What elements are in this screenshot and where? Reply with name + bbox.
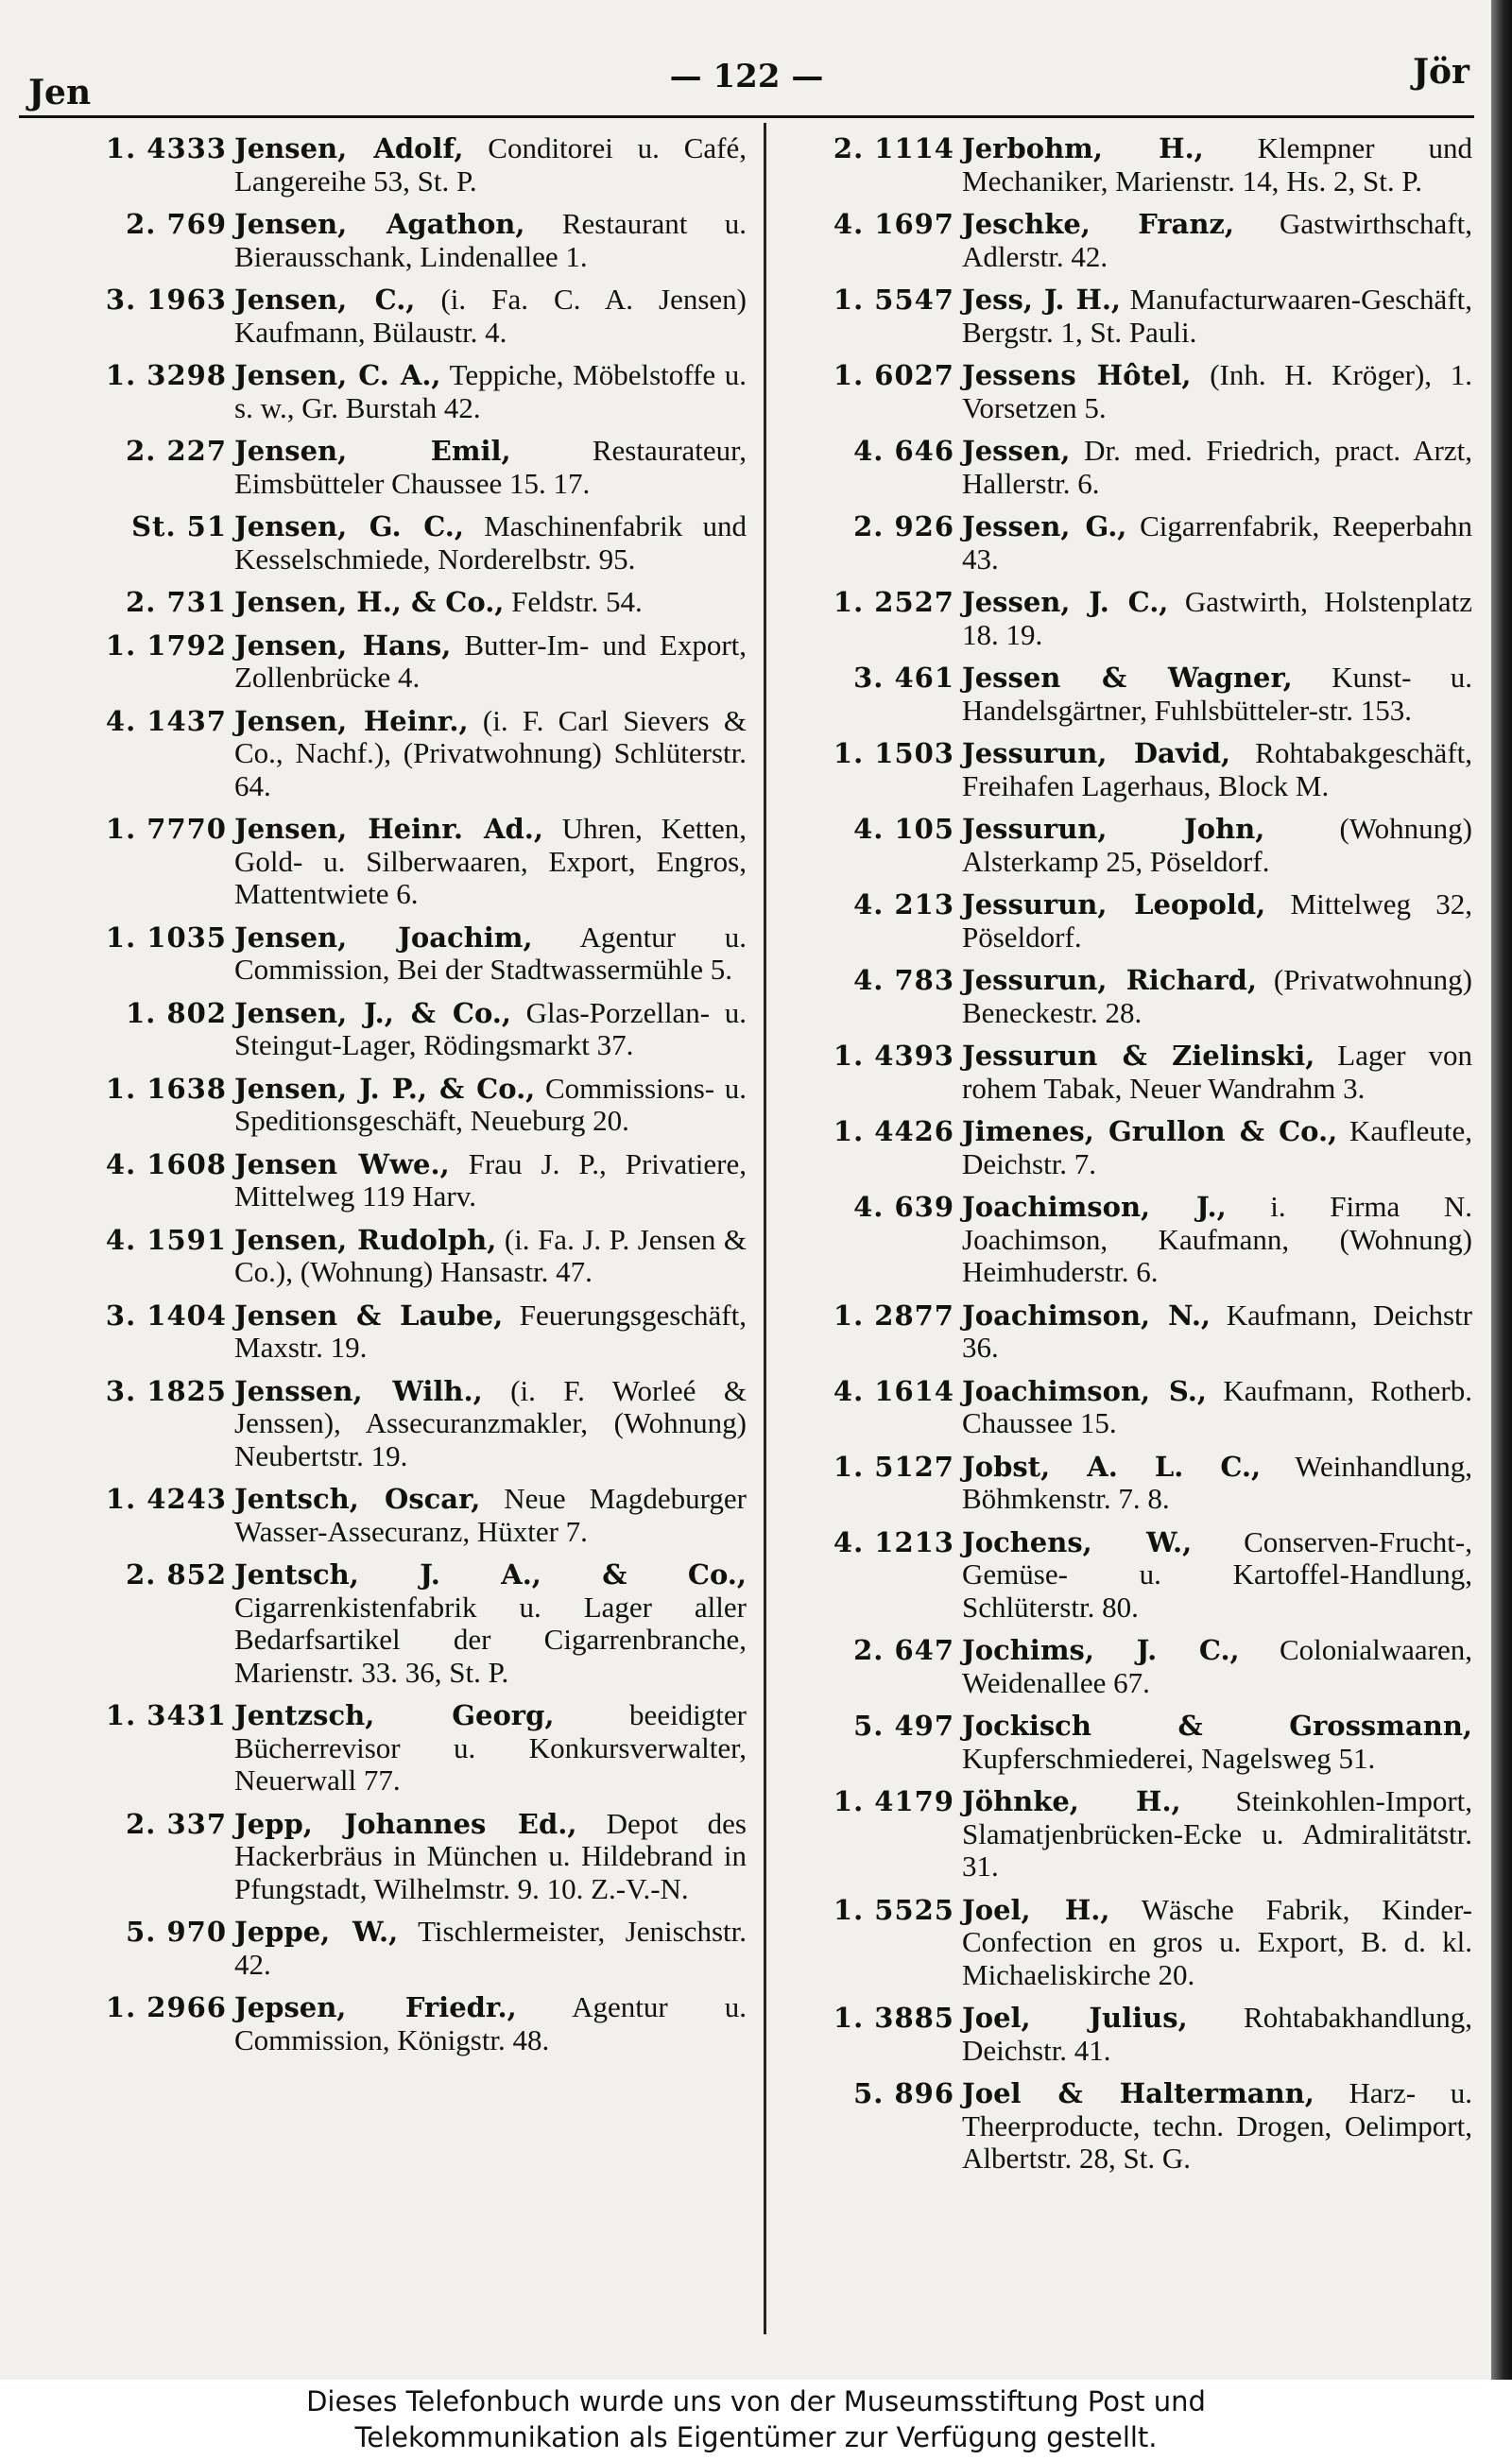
directory-entry — [28, 813, 747, 911]
entry-name: Jobst, A. L. C., — [962, 1450, 1262, 1483]
directory-entry — [773, 1785, 1472, 1884]
entry-name: Jessen & Wagner, — [962, 662, 1293, 694]
phone-number: 1. 802 — [126, 996, 227, 1029]
entry-details: Butter-Im- und Export, Zollenbrücke 4. — [234, 628, 747, 694]
directory-entry — [28, 435, 747, 500]
entry-name: Jessen, G., — [962, 510, 1127, 542]
entry-name: Joachimson, N., — [962, 1299, 1211, 1332]
directory-entry — [773, 359, 1472, 424]
right-column — [773, 132, 1472, 2186]
entry-details: Agentur u. Commission, Bei der Stadtwassermühle 5. — [234, 920, 747, 986]
directory-entry — [773, 888, 1472, 954]
entry-details: Weinhandlung, Böhmkenstr. 7. 8. — [962, 1449, 1473, 1515]
directory-entry — [28, 1699, 747, 1798]
entry-name: Jeschke, Franz, — [962, 208, 1234, 240]
entry-details: (Inh. H. Kröger), 1. Vorsetzen 5. — [962, 358, 1472, 424]
directory-entry — [773, 1451, 1472, 1516]
caption-line-2: Telekommunikation als Eigentümer zur Verfügung gestellt. — [354, 2421, 1158, 2453]
directory-entry — [28, 1299, 747, 1365]
page-edge — [1491, 0, 1512, 2380]
entry-details: (i. F. Carl Sievers & Co., Nachf.), (Privatwohnung) Schlüterstr. 64. — [234, 703, 747, 802]
entry-name: Jensen, C. A., — [234, 359, 441, 391]
entry-details: (Wohnung) Alsterkamp 25, Pöseldorf. — [962, 812, 1472, 878]
entry-details: i. Firma N. Joachimson, Kaufmann, (Wohnung) Heimhuderstr. 6. — [962, 1190, 1472, 1288]
entry-details: Feldstr. 54. — [504, 585, 643, 618]
entry-details: Maschinenfabrik und Kesselschmiede, Norderelbstr. 95. — [234, 509, 747, 576]
entry-details: Rohtabakhandlung, Deichstr. 41. — [962, 2001, 1472, 2067]
phone-number: 1. 1503 — [833, 737, 954, 769]
entry-details: Kaufmann, Deichstr 36. — [962, 1298, 1472, 1364]
entry-details: Colonialwaaren, Weidenallee 67. — [962, 1633, 1472, 1699]
entry-details: Manufacturwaaren-Geschäft, Bergstr. 1, St. Pauli. — [962, 283, 1473, 349]
directory-entry — [28, 132, 747, 198]
entry-name: Jensen, Heinr., — [234, 704, 469, 737]
entry-details: (i. F. Worleé & Jenssen), Assecuranzmakler, (Wohnung) Neubertstr. 19. — [234, 1373, 747, 1472]
directory-entry — [773, 737, 1472, 802]
directory-entry — [28, 1483, 747, 1548]
directory-entry — [773, 586, 1472, 651]
entry-name: Jentsch, J. A., & Co., — [234, 1558, 747, 1591]
directory-entry — [773, 510, 1472, 576]
phone-number: 1. 2966 — [105, 1991, 227, 2023]
entry-name: Jensen, Heinr. Ad., — [234, 813, 543, 845]
entry-name: Jeppe, W., — [234, 1916, 399, 1948]
directory-entry — [773, 435, 1472, 500]
phone-number: 1. 5127 — [833, 1450, 954, 1483]
phone-number: 3. 1404 — [105, 1299, 227, 1332]
directory-entry — [773, 1115, 1472, 1180]
phone-number: 2. 227 — [126, 435, 227, 467]
entry-details: Neue Magdeburger Wasser-Assecuranz, Hüxter 7. — [234, 1482, 747, 1548]
directory-entry — [773, 1526, 1472, 1625]
directory-entry — [773, 813, 1472, 878]
phone-number: 4. 1697 — [833, 208, 954, 240]
entry-details: beeidigter Bücherrevisor u. Konkursverwalter, Neuerwall 77. — [234, 1698, 747, 1797]
entry-details: Gastwirth, Holstenplatz 18. 19. — [962, 585, 1472, 651]
phone-number: 1. 4179 — [833, 1785, 954, 1817]
entry-details: Mittelweg 32, Pöseldorf. — [962, 887, 1473, 954]
phone-number: St. 51 — [131, 510, 227, 542]
phone-number: 4. 1608 — [105, 1147, 227, 1180]
entry-details: (i. Fa. J. P. Jensen & Co.), (Wohnung) Hansastr. 47. — [234, 1222, 747, 1288]
entry-details: (Privatwohnung) Beneckestr. 28. — [962, 963, 1472, 1029]
directory-entry — [28, 629, 747, 695]
phone-number: 1. 1792 — [105, 628, 227, 662]
phone-number: 2. 852 — [126, 1558, 227, 1591]
directory-entry — [773, 284, 1472, 349]
phone-number: 1. 2527 — [833, 586, 954, 618]
entry-details: Agentur u. Commission, Königstr. 48. — [234, 1990, 747, 2056]
phone-number: 2. 769 — [126, 208, 227, 240]
entry-name: Jensen, J., & Co., — [234, 996, 511, 1029]
phone-number: 4. 1591 — [105, 1223, 227, 1256]
entry-details: Gastwirthschaft, Adlerstr. 42. — [962, 207, 1472, 273]
entry-name: Jessen, J. C., — [962, 586, 1169, 618]
entry-name: Jochims, J. C., — [962, 1634, 1240, 1666]
phone-number: 4. 1437 — [105, 704, 227, 737]
phone-number: 1. 2877 — [833, 1299, 954, 1332]
entry-details: Restaurant u. Bierausschank, Lindenallee 1. — [234, 207, 747, 273]
entry-details: Uhren, Ketten, Gold- u. Silberwaaren, Export, Engros, Mattentwiete 6. — [234, 812, 747, 910]
directory-entry — [773, 2077, 1472, 2176]
entry-name: Jensen & Laube, — [234, 1299, 504, 1332]
directory-entry — [773, 1375, 1472, 1440]
entry-name: Jessurun, Richard, — [962, 964, 1258, 996]
entry-details: Wäsche Fabrik, Kinder-Confection en gros u. Export, B. d. kl. Michaeliskirche 20. — [962, 1892, 1472, 1991]
entry-name: Jenssen, Wilh., — [234, 1374, 483, 1407]
phone-number: 1. 3885 — [833, 2002, 954, 2034]
entry-details: Lager von rohem Tabak, Neuer Wandrahm 3. — [962, 1039, 1472, 1105]
directory-entry — [28, 359, 747, 424]
entry-name: Jensen, Joachim, — [234, 920, 533, 954]
entry-name: Jockisch & Grossmann, — [962, 1710, 1472, 1742]
entry-name: Jensen, Adolf, — [234, 132, 464, 164]
entry-details: Cigarrenfabrik, Reeperbahn 43. — [962, 509, 1472, 576]
directory-entry — [773, 208, 1472, 273]
directory-entry — [773, 964, 1472, 1029]
directory-entry — [28, 208, 747, 273]
directory-entry — [28, 1991, 747, 2056]
entry-details: Restaurateur, Eimsbütteler Chaussee 15. 17. — [234, 434, 747, 500]
entry-details: Depot des Hackerbräus in München u. Hildebrand in Pfungstadt, Wilhelmstr. 9. 10. Z.-V.-N. — [234, 1806, 747, 1905]
entry-details: Cigarrenkistenfabrik u. Lager aller Bedarfsartikel der Cigarrenbranche, Marienstr. 33. 36, St. P. — [234, 1590, 747, 1689]
entry-details: Kaufleute, Deichstr. 7. — [962, 1114, 1473, 1180]
entry-details: Kaufmann, Rotherb. Chaussee 15. — [962, 1373, 1472, 1439]
directory-entry — [28, 705, 747, 803]
directory-entry — [28, 1558, 747, 1689]
phone-number: 1. 4393 — [833, 1040, 954, 1072]
directory-entry — [773, 1191, 1472, 1289]
entry-name: Jensen, C., — [234, 284, 416, 316]
entry-name: Jerbohm, H., — [962, 132, 1204, 164]
entry-details: Tischlermeister, Jenischstr. 42. — [234, 1915, 747, 1981]
directory-entry — [773, 1634, 1472, 1699]
phone-number: 3. 1825 — [105, 1374, 227, 1407]
phone-number: 4. 1213 — [833, 1525, 954, 1558]
entry-name: Jensen, Emil, — [234, 435, 511, 467]
phone-number: 2. 926 — [853, 510, 954, 542]
entry-name: Jensen, G. C., — [234, 510, 464, 542]
entry-name: Joachimson, J., — [962, 1191, 1227, 1223]
entry-name: Jensen, H., & Co., — [234, 586, 505, 618]
entry-details: Dr. med. Friedrich, pract. Arzt, Hallerstr. 6. — [962, 434, 1472, 500]
directory-entry — [773, 1299, 1472, 1365]
phone-number: 1. 3298 — [105, 359, 227, 391]
directory-entry — [28, 1224, 747, 1289]
caption — [0, 2380, 1512, 2460]
entry-name: Joel, H., — [962, 1893, 1110, 1926]
entry-name: Jess, J. H., — [962, 284, 1122, 316]
phone-number: 1. 3431 — [105, 1699, 227, 1731]
directory-entry — [28, 921, 747, 987]
entry-details: Steinkohlen-Import, Slamatjenbrücken-Ecke u. Admiralitätstr. 31. — [962, 1784, 1473, 1883]
entry-name: Jöhnke, H., — [962, 1785, 1181, 1817]
phone-number: 5. 896 — [853, 2077, 954, 2109]
phone-number: 1. 4243 — [105, 1483, 227, 1515]
entry-details: Conserven-Frucht-, Gemüse- u. Kartoffel-Handlung, Schlüterstr. 80. — [962, 1524, 1472, 1624]
phone-number: 4. 105 — [853, 813, 954, 845]
phone-number: 1. 5525 — [833, 1893, 954, 1926]
directory-entry — [773, 132, 1472, 198]
directory-entry — [28, 1148, 747, 1213]
header-left-keyword: Jen — [28, 73, 92, 112]
entry-details: Frau J. P., Privatiere, Mittelweg 119 Harv. — [234, 1146, 747, 1213]
phone-number: 4. 783 — [853, 964, 954, 996]
entry-name: Jepsen, Friedr., — [234, 1991, 517, 2023]
entry-name: Jessurun, Leopold, — [962, 888, 1266, 920]
entry-name: Jentzsch, Georg, — [234, 1699, 555, 1731]
phone-number: 2. 337 — [126, 1807, 227, 1840]
phone-number: 4. 646 — [853, 435, 954, 467]
phone-number: 2. 1114 — [833, 132, 954, 164]
page-header — [19, 52, 1474, 112]
entry-details: Commissions- u. Speditionsgeschäft, Neueburg 20. — [234, 1071, 747, 1137]
phone-number: 5. 497 — [853, 1710, 954, 1742]
entry-name: Joel, Julius, — [962, 2002, 1188, 2034]
entry-details: Kupferschmiederei, Nagelsweg 51. — [962, 1741, 1376, 1775]
directory-entry — [28, 1073, 747, 1138]
header-right-keyword: Jör — [1412, 52, 1469, 92]
phone-number: 2. 731 — [126, 586, 227, 618]
directory-entry — [773, 1040, 1472, 1105]
directory-entry — [773, 1710, 1472, 1775]
entry-name: Joachimson, S., — [962, 1374, 1207, 1407]
phone-number: 1. 1035 — [105, 920, 227, 954]
entry-details: (i. Fa. C. A. Jensen) Kaufmann, Bülaustr. 4. — [234, 283, 747, 349]
phone-number: 1. 4426 — [833, 1115, 954, 1147]
column-divider — [764, 123, 766, 2334]
phone-number: 5. 970 — [126, 1916, 227, 1948]
directory-entry — [28, 510, 747, 576]
entry-name: Jochens, W., — [962, 1525, 1193, 1558]
phone-number: 1. 1638 — [105, 1072, 227, 1105]
entry-details: Teppiche, Möbelstoffe u. s. w., Gr. Burstah 42. — [234, 358, 747, 424]
directory-entry — [773, 1894, 1472, 1992]
phone-number: 4. 213 — [853, 888, 954, 920]
directory-entry — [773, 2002, 1472, 2067]
entry-name: Jepp, Johannes Ed., — [234, 1807, 577, 1840]
phone-number: 4. 1614 — [833, 1374, 954, 1407]
entry-details: Glas-Porzellan- u. Steingut-Lager, Rödingsmarkt 37. — [234, 995, 747, 1061]
entry-name: Jessen, — [962, 435, 1071, 467]
phone-number: 2. 647 — [853, 1634, 954, 1666]
entry-name: Jimenes, Grullon & Co., — [962, 1115, 1338, 1147]
directory-entry — [773, 662, 1472, 727]
directory-entry — [28, 284, 747, 349]
directory-entry — [28, 1375, 747, 1473]
entry-name: Jessurun, David, — [962, 737, 1231, 769]
header-rule — [19, 115, 1474, 118]
phone-number: 1. 7770 — [105, 813, 227, 845]
phone-number: 3. 1963 — [105, 284, 227, 316]
entry-name: Jensen Wwe., — [234, 1147, 450, 1180]
directory-entry — [28, 1916, 747, 1981]
entry-name: Jessurun, John, — [962, 813, 1265, 845]
left-column — [28, 132, 747, 2067]
entry-name: Jessurun & Zielinski, — [962, 1040, 1315, 1072]
entry-details: Harz- u. Theerproducte, techn. Drogen, Oelimport, Albertstr. 28, St. G. — [962, 2076, 1472, 2175]
entry-details: Conditorei u. Café, Langereihe 53, St. P. — [234, 131, 747, 198]
entry-name: Jensen, Rudolph, — [234, 1223, 497, 1256]
entry-name: Jentsch, Oscar, — [234, 1483, 481, 1515]
phone-number: 4. 639 — [853, 1191, 954, 1223]
entry-name: Jensen, Hans, — [234, 628, 452, 662]
caption-line-1: Dieses Telefonbuch wurde uns von der Museumsstiftung Post und — [306, 2385, 1206, 2417]
entry-details: Klempner und Mechaniker, Marienstr. 14, Hs. 2, St. P. — [962, 131, 1472, 198]
phone-number: 1. 6027 — [833, 359, 954, 391]
entry-name: Joel & Haltermann, — [962, 2077, 1314, 2109]
directory-entry — [28, 1808, 747, 1906]
entry-details: Rohtabakgeschäft, Freihafen Lagerhaus, Block M. — [962, 736, 1472, 802]
entry-details: Kunst- u. Handelsgärtner, Fuhlsbütteler-str. 153. — [962, 661, 1473, 727]
directory-entry — [28, 997, 747, 1062]
entry-name: Jessens Hôtel, — [962, 359, 1192, 391]
entry-details: Feuerungsgeschäft, Maxstr. 19. — [234, 1298, 747, 1364]
phone-number: 1. 4333 — [105, 132, 227, 164]
entry-name: Jensen, Agathon, — [234, 208, 525, 240]
phone-number: 1. 5547 — [833, 284, 954, 316]
entry-name: Jensen, J. P., & Co., — [234, 1072, 536, 1105]
page-number: — 122 — — [669, 58, 824, 95]
phone-number: 3. 461 — [853, 662, 954, 694]
directory-entry — [28, 586, 747, 619]
